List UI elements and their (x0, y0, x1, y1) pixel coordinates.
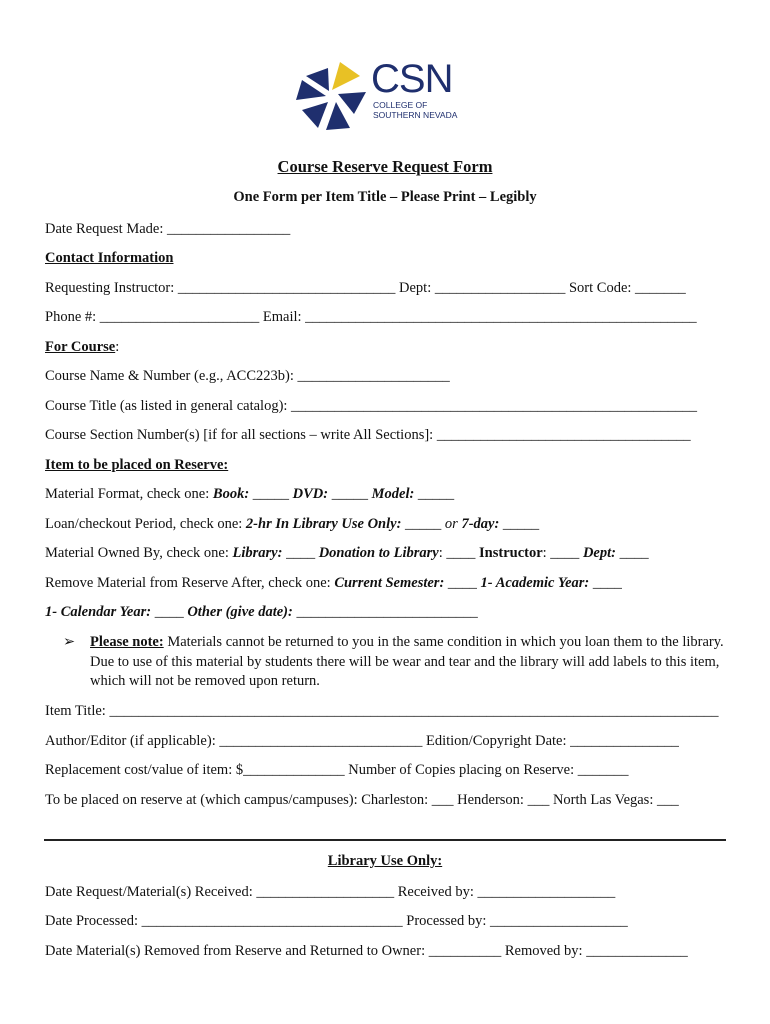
two-hr-blank[interactable]: _____ (401, 516, 445, 532)
donation-option: Donation to Library (318, 545, 439, 561)
dvd-option: DVD: (292, 486, 329, 502)
arrow-bullet-icon: ➢ (63, 634, 76, 650)
contact-information-heading: Contact Information (45, 250, 174, 266)
library-option: Library: (232, 545, 283, 561)
current-semester-option: Current Semester: (334, 575, 445, 591)
item-title-field[interactable]: Item Title: ____________________________________________________________________________________ (45, 703, 719, 719)
form-title: Course Reserve Request Form (277, 157, 493, 176)
current-semester-blank[interactable]: ____ (444, 575, 481, 591)
course-section-field[interactable]: Course Section Number(s) [if for all sections – write All Sections]: ___________________________________ (45, 427, 691, 443)
material-format-label: Material Format, check one: (45, 486, 213, 502)
other-date-blank[interactable]: _________________________ (292, 604, 478, 620)
remove-after-row (45, 574, 622, 592)
two-hr-option: 2-hr In Library Use Only: (245, 516, 402, 532)
for-course-heading: For Course (45, 339, 116, 355)
dept-blank[interactable]: ____ (615, 545, 649, 561)
donation-blank[interactable]: : ____ (438, 545, 480, 561)
phone-email-field[interactable]: Phone #: ______________________ Email: ______________________________________________________ (45, 309, 697, 325)
loan-period-label: Loan/checkout Period, check one: (45, 516, 246, 532)
date-processed-field[interactable]: Date Processed: ____________________________________ Processed by: ___________________ (45, 913, 628, 929)
loan-period-row (45, 515, 539, 533)
date-request-made-field[interactable]: Date Request Made: _________________ (45, 221, 291, 237)
item-reserve-heading: Item to be placed on Reserve: (45, 457, 229, 473)
requesting-instructor-field[interactable]: Requesting Instructor: ______________________________ Dept: __________________ Sort Code: _______ (45, 280, 686, 296)
model-blank[interactable]: _____ (414, 486, 455, 502)
please-note-text (90, 633, 733, 692)
date-received-field[interactable]: Date Request/Material(s) Received: ___________________ Received by: ___________________ (45, 884, 616, 900)
other-date-option: Other (give date): (187, 604, 293, 620)
replacement-cost-field[interactable]: Replacement cost/value of item: $______________ Number of Copies placing on Reserve: _______ (45, 762, 629, 778)
book-blank[interactable]: _____ (249, 486, 293, 502)
please-note-label: Please note: (90, 634, 164, 650)
owned-by-row (45, 544, 649, 562)
course-title-field[interactable]: Course Title (as listed in general catalog): ________________________________________________________ (45, 398, 698, 414)
csn-star-mark (296, 62, 366, 130)
dvd-blank[interactable]: _____ (328, 486, 372, 502)
please-note-block (63, 633, 733, 692)
dept-option: Dept: (582, 545, 616, 561)
or-text: or (444, 516, 458, 532)
book-option: Book: (212, 486, 250, 502)
csn-acronym: CSN (371, 57, 453, 101)
material-format-row (45, 485, 454, 503)
campus-field[interactable]: To be placed on reserve at (which campus/campuses): Charleston: ___ Henderson: ___ North Las Vegas: ___ (45, 792, 679, 808)
csn-name-line1: COLLEGE OF (373, 100, 428, 110)
form-subtitle: One Form per Item Title – Please Print – Legibly (233, 189, 537, 205)
calendar-year-option: 1- Calendar Year: (45, 604, 152, 620)
academic-year-blank[interactable]: ____ (589, 575, 622, 591)
date-removed-field[interactable]: Date Material(s) Removed from Reserve and Returned to Owner: __________ Removed by: ______________ (45, 943, 688, 959)
remove-after-label: Remove Material from Reserve After, check one: (45, 575, 335, 591)
library-blank[interactable]: ____ (282, 545, 319, 561)
for-course-heading-row (45, 338, 119, 356)
library-use-heading: Library Use Only: (327, 853, 443, 869)
seven-day-blank[interactable]: _____ (499, 516, 540, 532)
calendar-year-blank[interactable]: ____ (151, 604, 188, 620)
section-divider (44, 839, 726, 841)
course-name-field[interactable]: Course Name & Number (e.g., ACC223b): _____________________ (45, 368, 450, 384)
instructor-blank[interactable]: : ____ (542, 545, 583, 561)
instructor-option: Instructor (479, 545, 543, 561)
author-edition-field[interactable]: Author/Editor (if applicable): ____________________________ Edition/Copyright Date: _______________ (45, 733, 679, 749)
seven-day-option: 7-day: (461, 516, 500, 532)
model-option: Model: (371, 486, 415, 502)
remove-after-row-2 (45, 603, 478, 621)
please-note-body: Materials cannot be returned to you in the same condition in which you loan them to the library. Due to use of this material by students there will be wear and tear and the library will add labels to this item, which will not be removed upon return. (90, 634, 724, 689)
csn-name-line2: SOUTHERN NEVADA (373, 110, 458, 120)
for-course-colon: : (115, 339, 120, 355)
academic-year-option: 1- Academic Year: (480, 575, 590, 591)
csn-logo (294, 52, 474, 140)
owned-by-label: Material Owned By, check one: (45, 545, 233, 561)
